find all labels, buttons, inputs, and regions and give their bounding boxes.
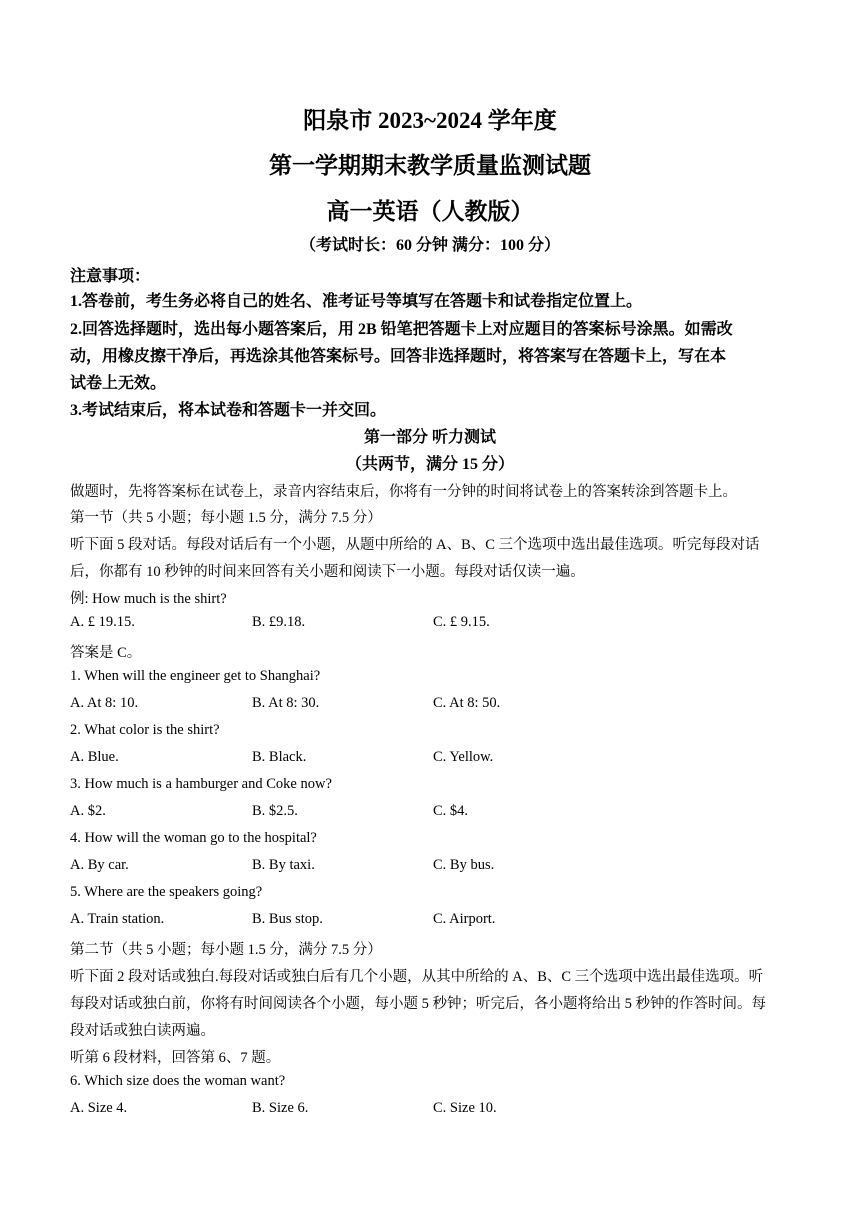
question-1-option-c: C. At 8: 50.: [433, 695, 501, 711]
question-6-option-c: C. Size 10.: [433, 1100, 497, 1116]
question-6-option-b: B. Size 6.: [252, 1100, 309, 1116]
material-6-label: 听第 6 段材料，回答第 6、7 题。: [70, 1050, 281, 1066]
part1-subtitle: （共两节，满分 15 分）: [345, 456, 514, 473]
example-option-c: C. £ 9.15.: [433, 614, 490, 630]
question-2-option-a: A. Blue.: [70, 749, 119, 765]
question-5-option-c: C. Airport.: [433, 911, 496, 927]
notice-item-2a: 2.回答选择题时，选出每小题答案后，用 2B 铅笔把答题卡上对应题目的答案标号涂黑。如需改: [70, 321, 733, 338]
page-title: 阳泉市 2023~2024 学年度: [303, 108, 557, 133]
notice-item-2b: 动，用橡皮擦干净后，再选涂其他答案标号。回答非选择题时，将答案写在答题卡上，写在本: [70, 348, 727, 365]
section1-instructions-b: 后，你都有 10 秒钟的时间来回答有关小题和阅读下一小题。每段对话仅读一遍。: [70, 564, 585, 580]
question-1-option-b: B. At 8: 30.: [252, 695, 320, 711]
question-2-option-b: B. Black.: [252, 749, 307, 765]
question-1: 1. When will the engineer get to Shanghai?: [70, 668, 321, 684]
example-option-a: A. £ 19.15.: [70, 614, 135, 630]
section2-instructions-a: 听下面 2 段对话或独白.每段对话或独白后有几个小题，从其中所给的 A、B、C 三个选项中选出最佳选项。听: [70, 969, 764, 985]
question-3-option-a: A. $2.: [70, 803, 106, 819]
example-answer: 答案是 C。: [70, 645, 142, 661]
question-4: 4. How will the woman go to the hospital?: [70, 830, 317, 846]
question-3-option-c: C. $4.: [433, 803, 469, 819]
section1-heading: 第一节（共 5 小题；每小题 1.5 分，满分 7.5 分）: [70, 510, 382, 526]
part1-intro: 做题时，先将答案标在试卷上，录音内容结束后，你将有一分钟的时间将试卷上的答案转涂到答题卡上。: [70, 484, 737, 500]
exam-duration: （考试时长：60 分钟 满分：100 分）: [299, 237, 560, 254]
question-3: 3. How much is a hamburger and Coke now?: [70, 776, 332, 792]
part1-title: 第一部分 听力测试: [363, 429, 496, 446]
question-2: 2. What color is the shirt?: [70, 722, 220, 738]
notice-item-3: 3.考试结束后，将本试卷和答题卡一并交回。: [70, 402, 387, 419]
question-5-option-a: A. Train station.: [70, 911, 165, 927]
question-1-option-a: A. At 8: 10.: [70, 695, 139, 711]
question-4-option-b: B. By taxi.: [252, 857, 315, 873]
notice-heading: 注意事项：: [70, 268, 151, 285]
section2-instructions-c: 段对话或独白读两遍。: [70, 1023, 215, 1039]
question-4-option-a: A. By car.: [70, 857, 129, 873]
example-question: 例: How much is the shirt?: [70, 591, 227, 607]
question-6: 6. Which size does the woman want?: [70, 1073, 286, 1089]
notice-item-2c: 试卷上无效。: [70, 375, 167, 392]
exam-name: 第一学期期末教学质量监测试题: [269, 153, 591, 178]
question-6-option-a: A. Size 4.: [70, 1100, 128, 1116]
subject-title: 高一英语（人教版）: [326, 199, 534, 224]
section2-instructions-b: 每段对话或独白前，你将有时间阅读各个小题，每小题 5 秒钟；听完后，各小题将给出 5 秒钟的作答时间。每: [70, 996, 766, 1012]
question-3-option-b: B. $2.5.: [252, 803, 298, 819]
question-4-option-c: C. By bus.: [433, 857, 495, 873]
question-5: 5. Where are the speakers going?: [70, 884, 263, 900]
question-5-option-b: B. Bus stop.: [252, 911, 323, 927]
section2-heading: 第二节（共 5 小题；每小题 1.5 分，满分 7.5 分）: [70, 942, 382, 958]
question-2-option-c: C. Yellow.: [433, 749, 494, 765]
section1-instructions-a: 听下面 5 段对话。每段对话后有一个小题，从题中所给的 A、B、C 三个选项中选出最佳选项。听完每段对话: [70, 537, 760, 553]
example-option-b: B. £9.18.: [252, 614, 306, 630]
notice-item-1: 1.答卷前，考生务必将自己的姓名、准考证号等填写在答题卡和试卷指定位置上。: [70, 293, 643, 310]
